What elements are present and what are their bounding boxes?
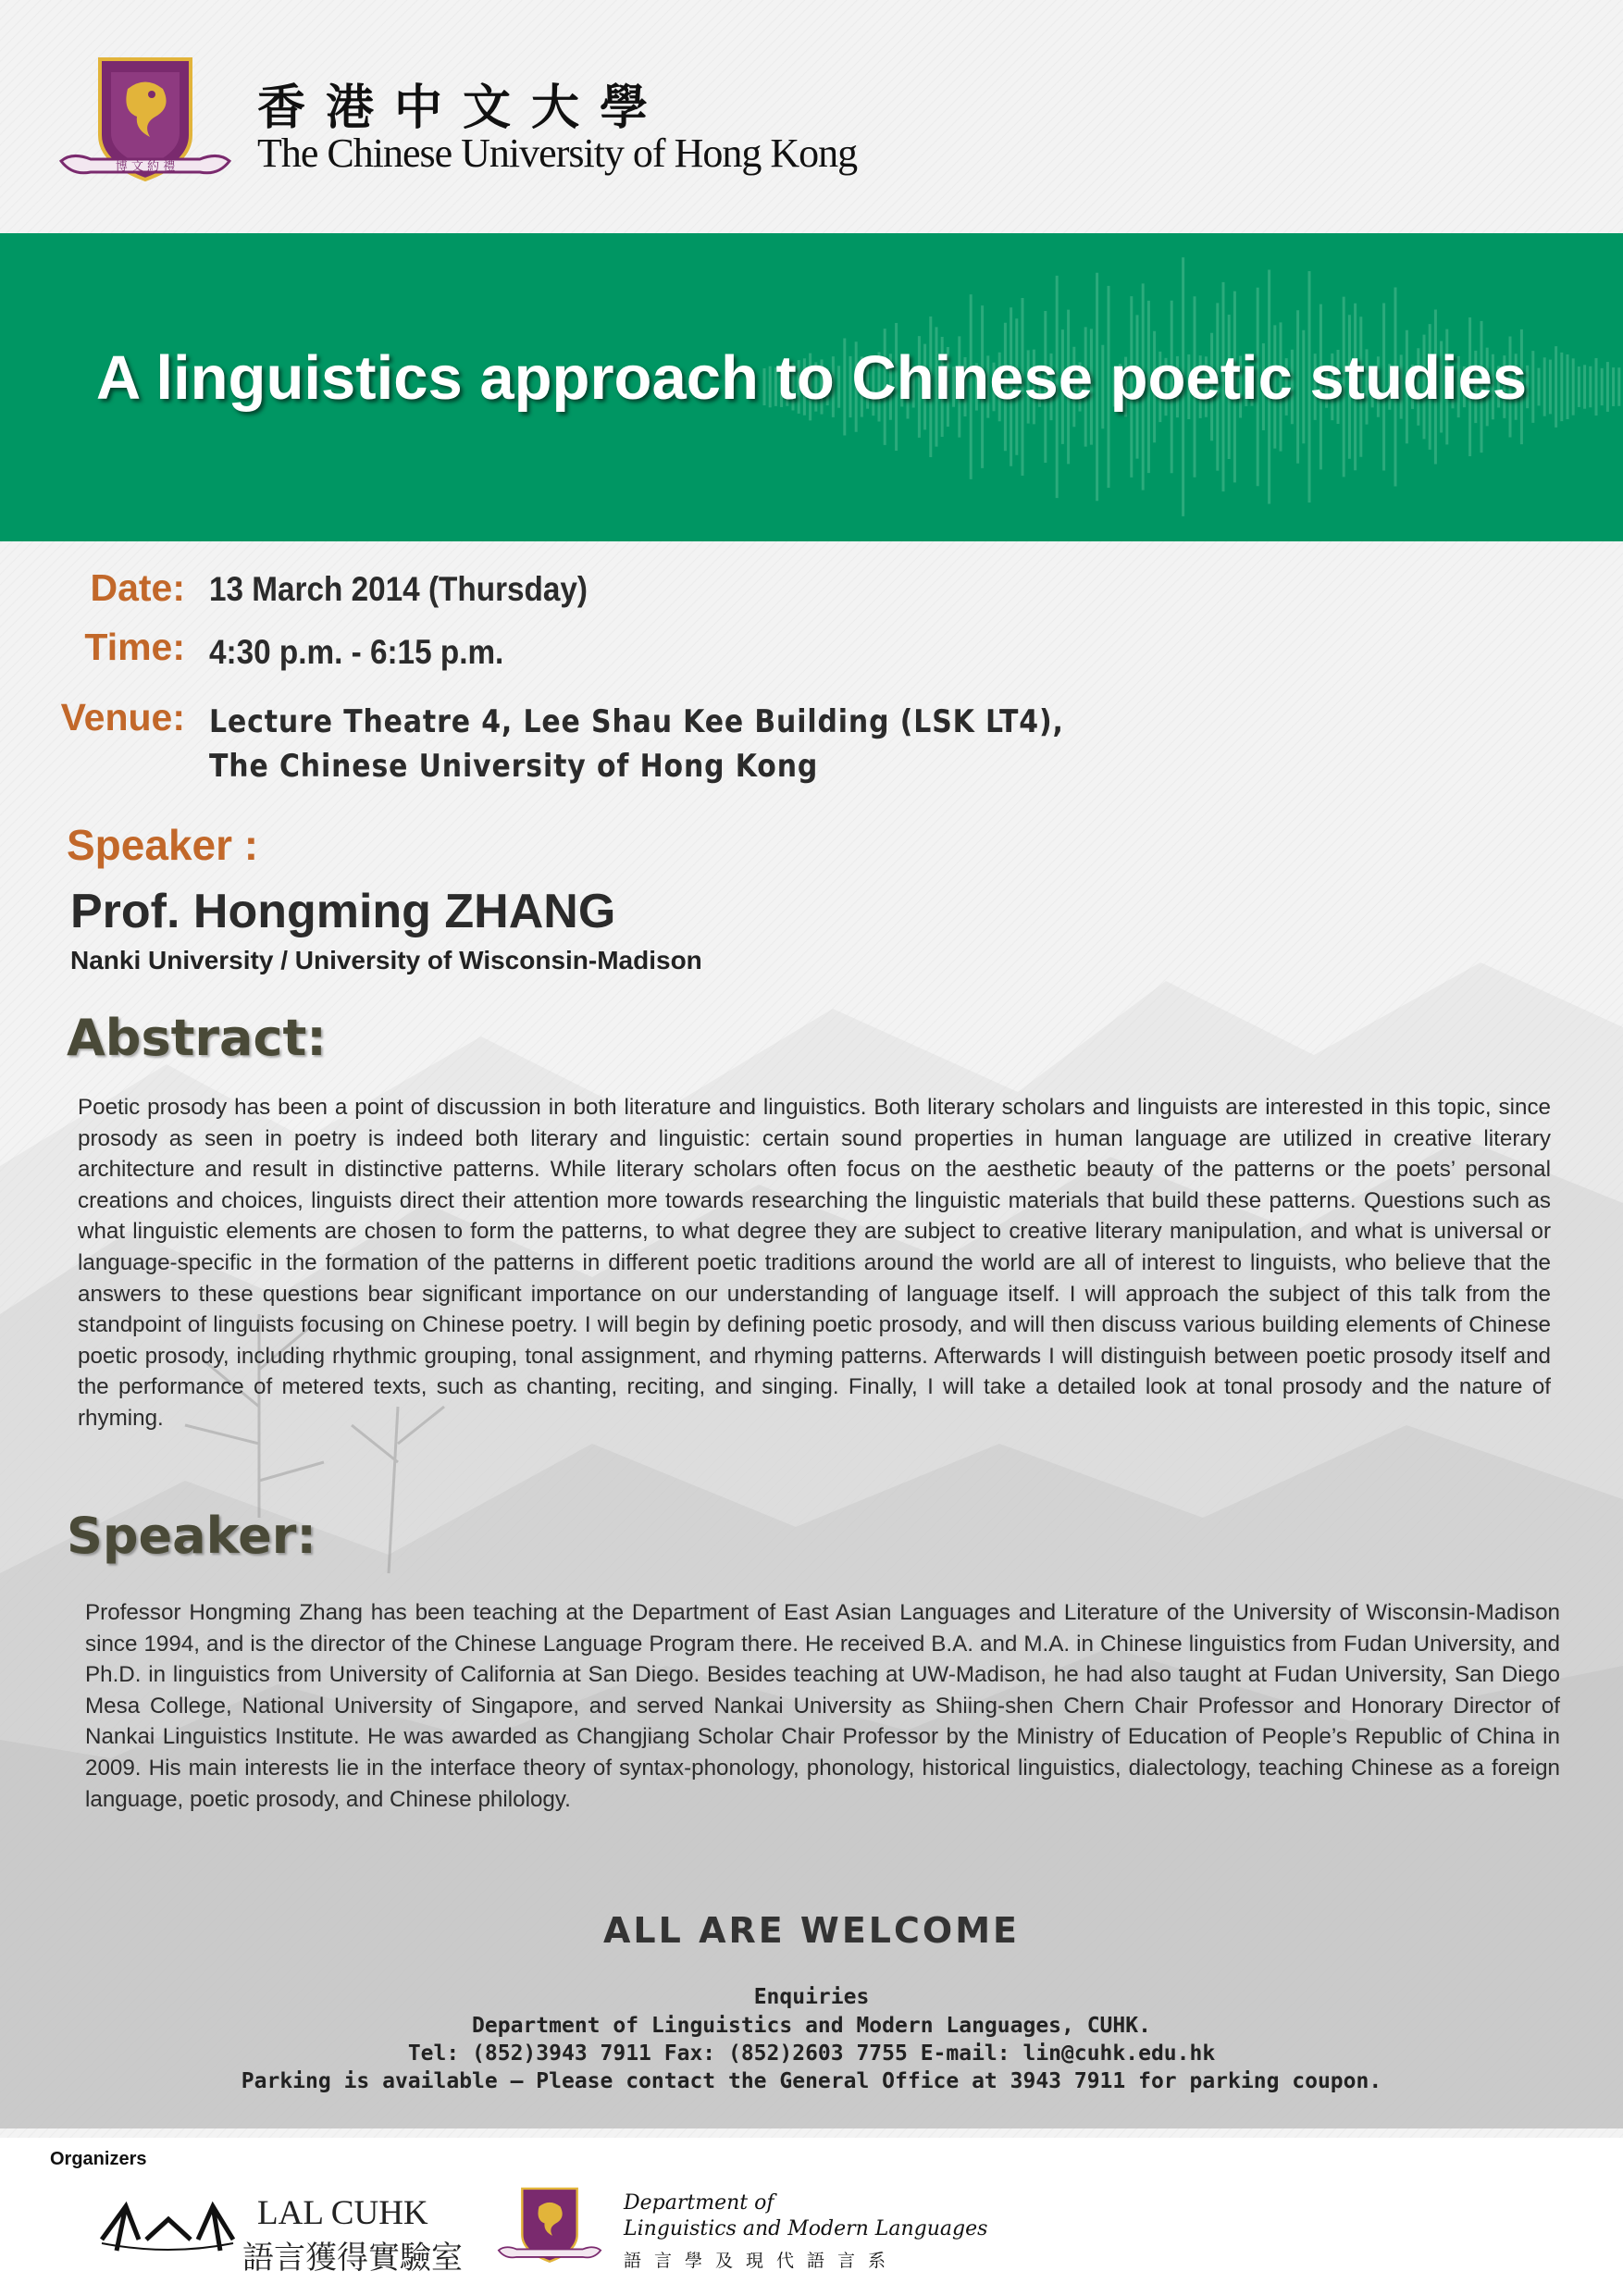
- bio-text: Professor Hongming Zhang has been teaching at the Department of East Asian Languages and Literature of the University of Wisconsin-Madison since 1994, and is the director of the Chinese Language Program there. He received B.A. and M.A. in Chinese linguistics from Fudan University, and Ph.D. in linguistics from University of California at San Diego. Besides teaching at UW-Madison, he had also taught at Fudan University, San Diego Mesa College, National University of Singapore, and served Nankai University as Shiing-shen Chern Chair Professor and Honorary Director of Nankai Linguistics Institute. He was awarded as Changjiang Scholar Chair Professor by the Ministry of Education of People’s Republic of China in 2009. His main interests lie in the interface theory of syntax-phonology, phonology, historical linguistics, dialectology, teaching Chinese as a foreign language, poetic prosody, and Chinese philology.: [85, 1600, 1560, 1812]
- department-name-chinese: 語言學及現代語言系: [624, 2251, 899, 2271]
- university-name-english: The Chinese University of Hong Kong: [257, 130, 858, 176]
- title-banner: [0, 233, 1623, 541]
- time-value: 4:30 p.m. - 6:15 p.m.: [209, 633, 504, 671]
- date-label: Date:: [90, 566, 185, 609]
- university-header: [0, 0, 1623, 233]
- parking-note: Parking is available – Please contact the General Office at 3943 7911 for parking coupon.: [241, 2069, 1382, 2093]
- all-are-welcome: ALL ARE WELCOME: [603, 1910, 1020, 1951]
- lal-name-chinese: 語言獲得實驗室: [242, 2240, 463, 2277]
- time-label: Time:: [84, 626, 185, 668]
- enquiries-department: Department of Linguistics and Modern Languages, CUHK.: [472, 2014, 1151, 2038]
- talk-title: A linguistics approach to Chinese poetic studies: [95, 343, 1528, 413]
- cuhk-crest-icon: [494, 2182, 605, 2275]
- speaker-label: Speaker :: [67, 821, 259, 869]
- enquiries-contact: Tel: (852)3943 7911 Fax: (852)2603 7755 E-mail: lin@cuhk.edu.hk: [407, 2042, 1216, 2066]
- university-name-chinese: 香港中文大學: [257, 80, 669, 136]
- lal-name: LAL CUHK: [257, 2194, 428, 2232]
- organizers-label: Organizers: [50, 2149, 147, 2169]
- department-name-line-2: Linguistics and Modern Languages: [624, 2217, 988, 2240]
- abstract-text: Poetic prosody has been a point of discussion in both literature and linguistics. Both literary scholars and linguists are interested in this topic, since prosody as seen in poetry is indeed both literary and linguistic: certain sound properties in human language are utilized in creative literary architecture and result in distinctive patterns. While literary scholars often focus on the aesthetic beauty of the patterns or the poets’ personal creations and choices, linguists direct their attention more towards researching the linguistic materials that build these patterns. Questions such as what linguistic elements are chosen to form the patterns, to what degree they are subject to creative literary manipulation, and what is universal or language-specific in the formation of the patterns in different poetic traditions around the world are all of interest to linguists, who believe that the answers to these questions bear significant importance on our understanding of language itself. I will approach the subject of this talk from the standpoint of linguists focusing on Chinese poetry. I will begin by defining poetic prosody, and will then discuss various building elements of Chinese poetic prosody, including rhythmic grouping, tonal assignment, and rhyming patterns. Afterwards I will distinguish between poetic prosody itself and the performance of metered texts, such as chanting, reciting, and singing. Finally, I will take a detailed look at tonal prosody and the nature of rhyming.: [78, 1095, 1551, 1431]
- venue-line-2: The Chinese University of Hong Kong: [209, 748, 819, 785]
- bio-heading: Speaker:: [67, 1507, 316, 1565]
- enquiries-label: Enquiries: [753, 1985, 870, 2009]
- venue-label: Venue:: [60, 696, 185, 738]
- cuhk-crest-icon: [54, 52, 237, 198]
- lal-logo-icon: [98, 2191, 237, 2258]
- speaker-name: Prof. Hongming ZHANG: [70, 885, 616, 938]
- abstract-heading: Abstract:: [67, 1009, 327, 1067]
- department-name-line-1: Department of: [624, 2191, 774, 2215]
- venue-line-1: Lecture Theatre 4, Lee Shau Kee Building (LSK LT4),: [209, 703, 1064, 740]
- speaker-affiliation: Nanki University / University of Wisconsin-Madison: [70, 946, 702, 974]
- svg-text:博 文 約 禮: 博 文 約 禮: [115, 160, 176, 174]
- date-value: 13 March 2014 (Thursday): [209, 570, 588, 608]
